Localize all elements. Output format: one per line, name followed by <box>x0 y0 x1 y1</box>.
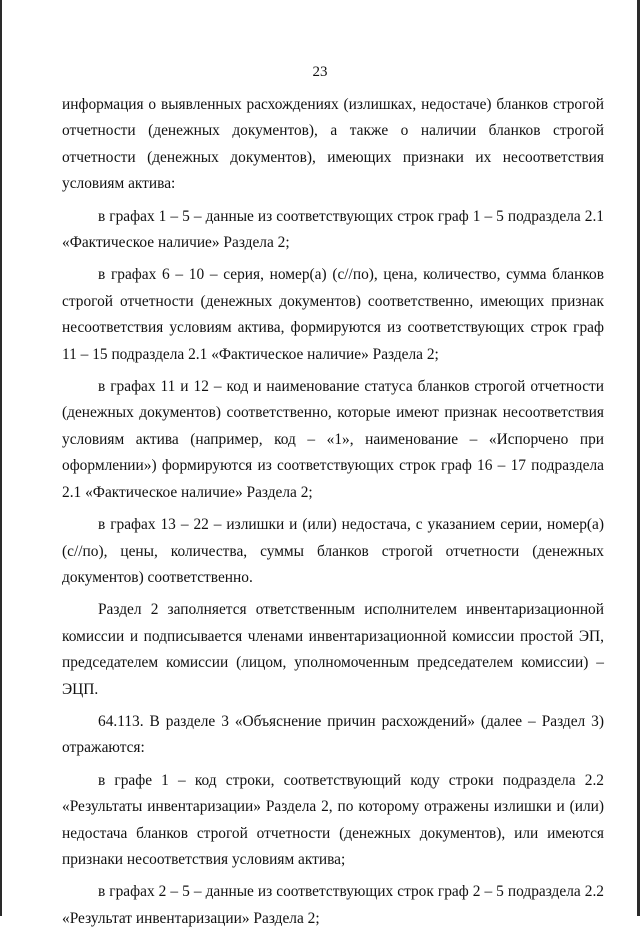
paragraph-7: 64.113. В разделе 3 «Объяснение причин расхождений» (далее – Раздел 3) отражаются: <box>62 712 604 757</box>
scan-edge-left <box>0 0 2 916</box>
paragraph-4: в графах 11 и 12 – код и наименование статуса бланков строгой отчетности (денежных документов) соответственно, которые имеют признак несоответствия условиям актива (например, код – «1», наименование – «Испорчено при оформлении») формируются из соответствующих строк граф 16 – 17 подраздела 2.1 «Фактическое наличие» Раздела 2; <box>62 378 604 501</box>
paragraph-2: в графах 1 – 5 – данные из соответствующих строк граф 1 – 5 подраздела 2.1 «Фактическое наличие» Раздела 2; <box>62 207 604 252</box>
page-number: 23 <box>312 64 328 80</box>
document-body <box>62 92 604 932</box>
paragraph-9: в графах 2 – 5 – данные из соответствующих строк граф 2 – 5 подраздела 2.2 «Результат инвентаризации» Раздела 2; <box>62 883 604 927</box>
paragraph-5: в графах 13 – 22 – излишки и (или) недостача, с указанием серии, номер(а) (с//по), цены, количества, суммы бланков строгой отчетности (денежных документов) соответственно. <box>62 516 604 586</box>
paragraph-1: информация о выявленных расхождениях (излишках, недостаче) бланков строгой отчетности (денежных документов), а также о наличии бланков строгой отчетности (денежных документов), имеющих признаки их несоответствия условиям актива: <box>62 96 604 193</box>
paragraph-8: в графе 1 – код строки, соответствующий коду строки подраздела 2.2 «Результаты инвентаризации» Раздела 2, по которому отражены излишки и (или) недостача бланков строгой отчетности (денежных документов), или имеются признаки несоответствия условиям актива; <box>62 771 604 868</box>
paragraph-3: в графах 6 – 10 – серия, номер(а) (с//по), цена, количество, сумма бланков строгой отчетности (денежных документов) соответственно, имеющих признак несоответствия условиям актива, формируются из соответствующих строк граф 11 – 15 подраздела 2.1 «Фактическое наличие» Раздела 2; <box>62 266 604 363</box>
paragraph-6: Раздел 2 заполняется ответственным исполнителем инвентаризационной комиссии и подписывается членами инвентаризационной комиссии простой ЭП, председателем комиссии (лицом, уполномоченным председателем комиссии) – ЭЦП. <box>62 601 604 698</box>
